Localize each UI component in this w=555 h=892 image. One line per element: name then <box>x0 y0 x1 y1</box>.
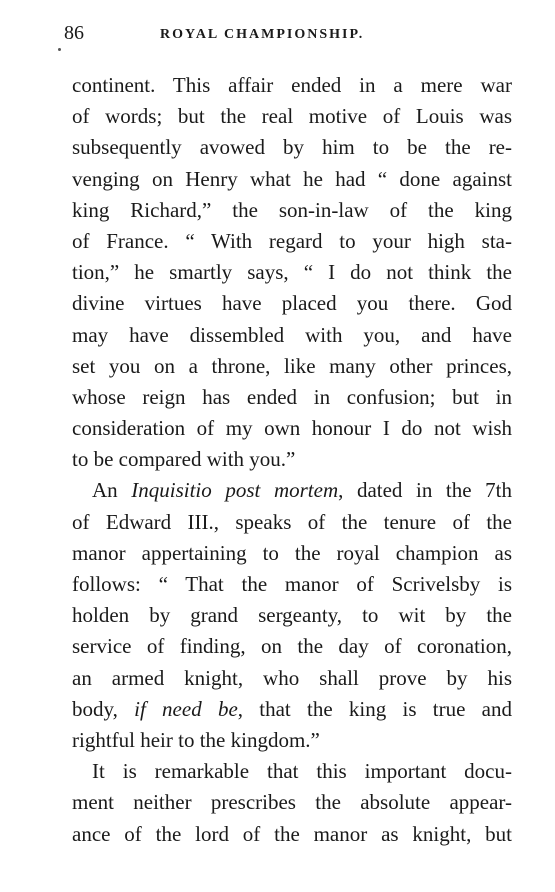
page-number: 86 <box>64 22 84 44</box>
text-line: manor appertaining to the royal champion as <box>72 540 512 565</box>
text-line: holden by grand sergeanty, to wit by the <box>72 603 512 628</box>
text-line: follows: “ That the manor of Scrivelsby is <box>72 572 512 596</box>
text-run: , dated in the 7th <box>338 478 512 503</box>
ink-speck <box>58 48 61 51</box>
text-line: It is remarkable that this important docu- <box>92 759 512 784</box>
text-line: consideration of my own honour I do not wish <box>72 416 512 441</box>
text-line: rightful heir to the kingdom.” <box>72 727 320 752</box>
italic-phrase: if need be <box>134 696 238 721</box>
text-line: to be compared with you.” <box>72 447 296 472</box>
text-run: body, <box>72 696 135 721</box>
text-line: subsequently avowed by him to be the re- <box>72 135 512 160</box>
text-run: An <box>92 478 132 503</box>
text-line: whose reign has ended in confusion; but in <box>72 384 512 409</box>
text-line: of France. “ With regard to your high sta- <box>72 228 512 253</box>
text-line: king Richard,” the son-in-law of the king <box>72 197 512 222</box>
text-line: ment neither prescribes the absolute appear- <box>72 790 512 815</box>
body-text <box>72 70 512 850</box>
text-run: , that the king is true and <box>237 696 512 721</box>
page-header <box>64 22 519 52</box>
text-line: an armed knight, who shall prove by his <box>72 665 512 690</box>
running-title: ROYAL CHAMPIONSHIP. <box>160 27 365 42</box>
text-line: tion,” he smartly says, “ I do not think the <box>72 260 512 285</box>
text-line: of Edward III., speaks of the tenure of the <box>72 509 512 534</box>
text-line <box>72 694 512 725</box>
text-line <box>72 475 512 506</box>
italic-term: Inquisitio post mortem <box>131 478 339 503</box>
text-line: divine virtues have placed you there. God <box>72 291 512 316</box>
text-line: set you on a throne, like many other princes, <box>72 353 512 378</box>
text-line: may have dissembled with you, and have <box>72 322 512 347</box>
text-line: continent. This affair ended in a mere war <box>72 73 512 97</box>
text-line: ance of the lord of the manor as knight, but <box>72 821 512 846</box>
text-line: venging on Henry what he had “ done against <box>72 166 512 191</box>
text-line: service of finding, on the day of coronation, <box>72 634 512 659</box>
text-line: of words; but the real motive of Louis was <box>72 104 512 129</box>
